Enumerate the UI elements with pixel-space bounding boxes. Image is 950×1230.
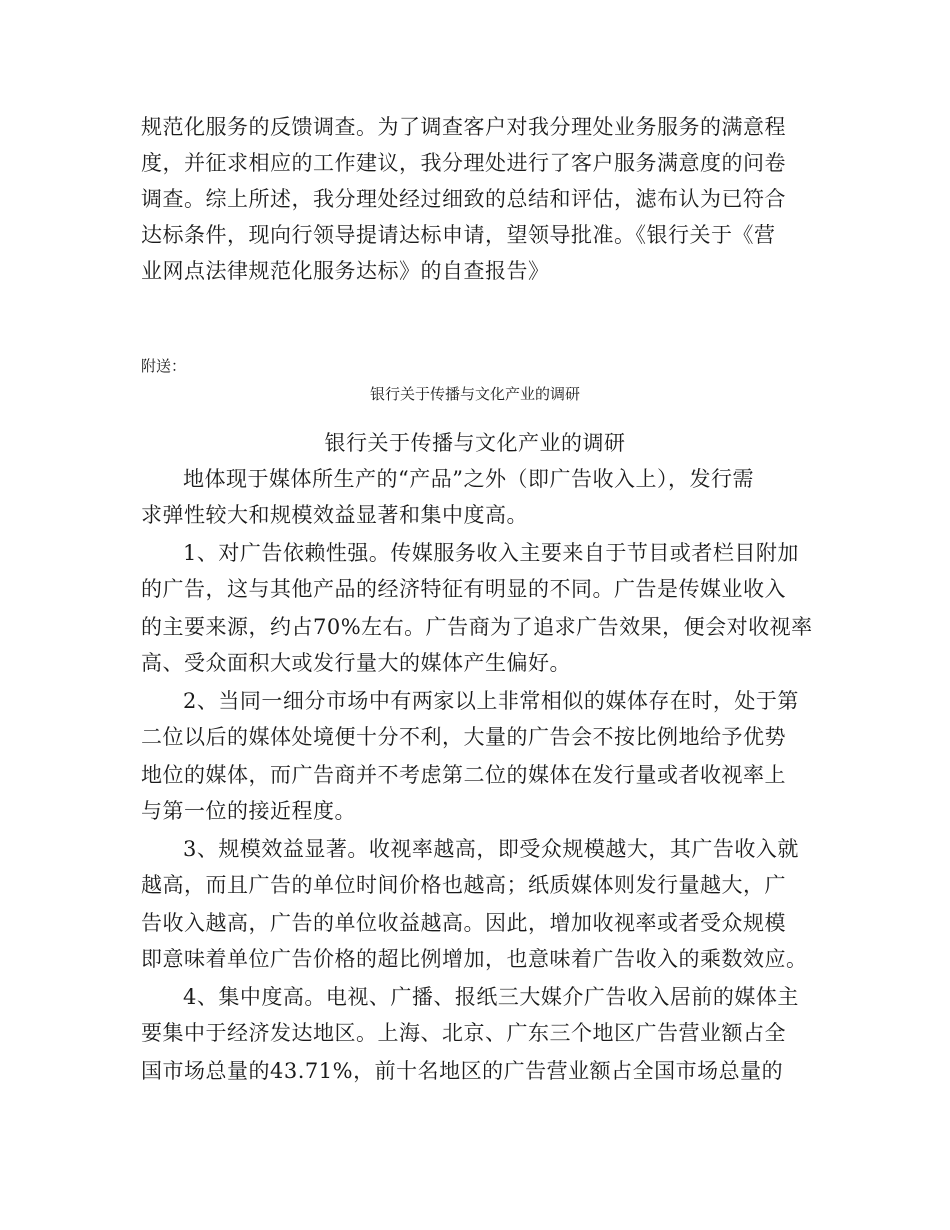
- body-line: 地位的媒体，而广告商并不考虑第二位的媒体在发行量或者收视率上: [141, 763, 786, 787]
- body-line: 的主要来源，约占70%左右。广告商为了追求广告效果，便会对收视率: [141, 615, 813, 639]
- intro-line-2: 度，并征求相应的工作建议，我分理处进行了客户服务满意度的问卷: [141, 151, 786, 175]
- main-title: 银行关于传播与文化产业的调研: [324, 431, 626, 455]
- body-line: 告收入越高，广告的单位收益越高。因此，增加收视率或者受众规模: [141, 911, 786, 935]
- body-line: 求弹性较大和规模效益显著和集中度高。: [141, 503, 528, 527]
- body-line: 1、对广告依赖性强。传媒服务收入主要来自于节目或者栏目附加: [183, 541, 799, 565]
- body-line: 的广告，这与其他产品的经济特征有明显的不同。广告是传媒业收入: [141, 577, 786, 601]
- body-line: 越高，而且广告的单位时间价格也越高；纸质媒体则发行量越大，广: [141, 873, 786, 897]
- body-line: 高、受众面积大或发行量大的媒体产生偏好。: [141, 651, 571, 675]
- body-line: 即意味着单位广告价格的超比例增加，也意味着广告收入的乘数效应。: [141, 947, 808, 971]
- body-line: 要集中于经济发达地区。上海、北京、广东三个地区广告营业额占全: [141, 1021, 786, 1045]
- attachment-label: 附送：: [141, 357, 187, 375]
- intro-line-3: 调查。综上所述，我分理处经过细致的总结和评估，滤布认为已符合: [141, 187, 786, 211]
- body-line: 2、当同一细分市场中有两家以上非常相似的媒体存在时，处于第: [183, 689, 799, 713]
- body-line: 4、集中度高。电视、广播、报纸三大媒介广告收入居前的媒体主: [183, 985, 799, 1009]
- attachment-title: 银行关于传播与文化产业的调研: [369, 385, 580, 403]
- intro-line-1: 规范化服务的反馈调查。为了调查客户对我分理处业务服务的满意程: [141, 115, 786, 139]
- body-line: 国市场总量的43.71%，前十名地区的广告营业额占全国市场总量的: [141, 1059, 784, 1083]
- body-line: 地体现于媒体所生产的“产品”之外（即广告收入上），发行需: [183, 467, 754, 491]
- intro-line-4: 达标条件，现向行领导提请达标申请，望领导批准。《银行关于《营: [141, 223, 776, 247]
- intro-line-5: 业网点法律规范化服务达标》的自查报告》: [141, 259, 550, 283]
- body-line: 二位以后的媒体处境便十分不利，大量的广告会不按比例地给予优势: [141, 725, 786, 749]
- body-line: 与第一位的接近程度。: [141, 799, 356, 823]
- body-line: 3、规模效益显著。收视率越高，即受众规模越大，其广告收入就: [183, 837, 799, 861]
